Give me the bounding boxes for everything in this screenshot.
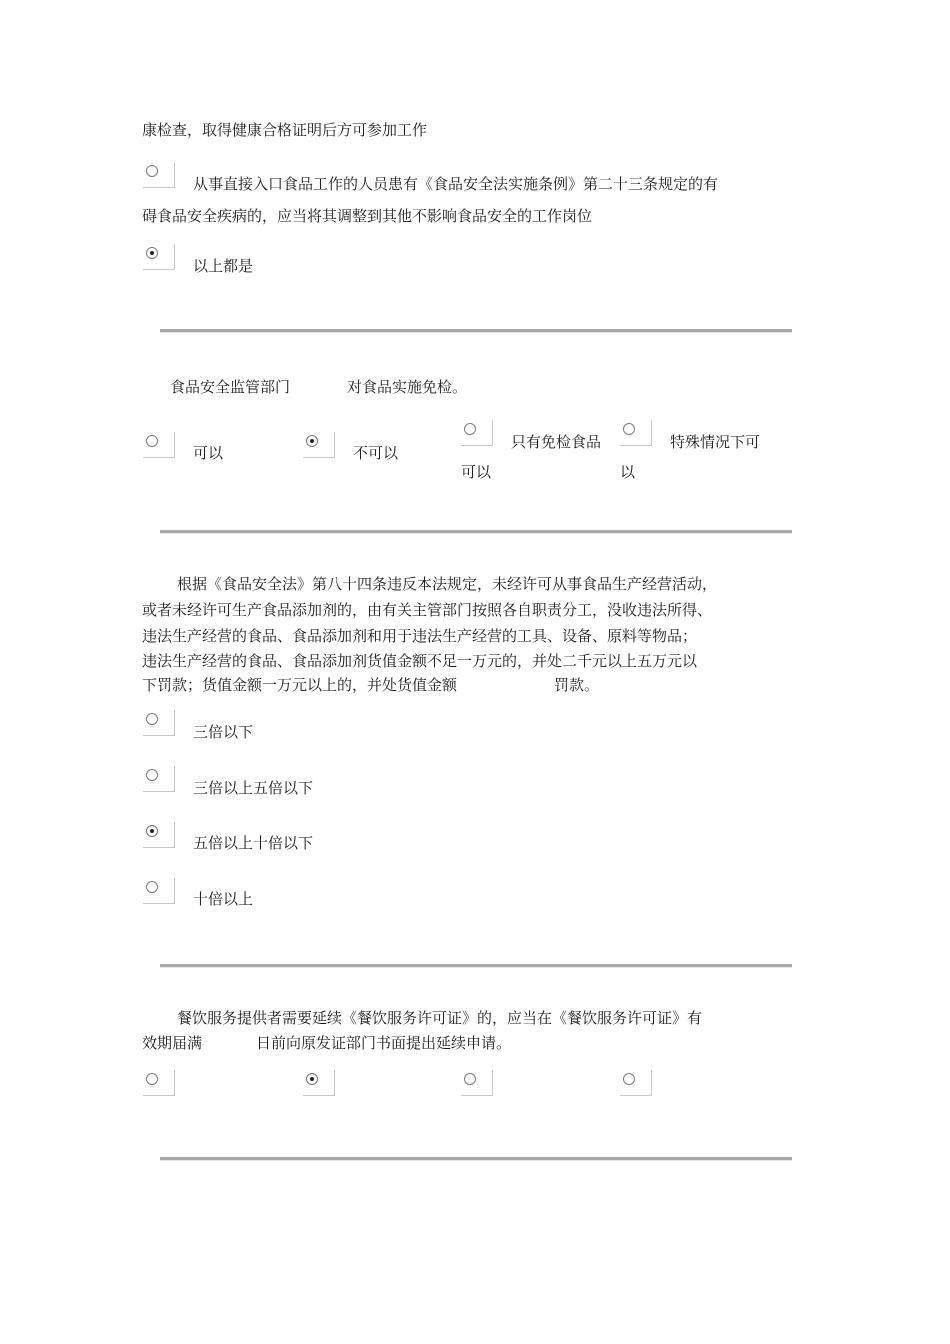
q2-option-d-radio[interactable] bbox=[620, 420, 652, 446]
q1-option-d-radio[interactable] bbox=[143, 244, 175, 270]
q1-option-c-label-cont: 碍食品安全疾病的，应当将其调整到其他不影响食品安全的工作岗位 bbox=[142, 207, 593, 225]
q3-option-d-radio[interactable] bbox=[143, 878, 175, 904]
q1-continuation-text: 康检查，取得健康合格证明后方可参加工作 bbox=[142, 121, 428, 139]
q4-option-a-radio[interactable] bbox=[143, 1070, 175, 1096]
radio-circle-icon bbox=[623, 423, 635, 435]
q1-option-c-label: 从事直接入口食品工作的人员患有《食品安全法实施条例》第二十三条规定的有 bbox=[193, 175, 719, 193]
q2-option-c-label-cont: 可以 bbox=[461, 463, 492, 481]
q3-option-b-label: 三倍以上五倍以下 bbox=[193, 779, 314, 797]
radio-checked-icon bbox=[146, 247, 158, 259]
q2-option-c-radio[interactable] bbox=[461, 420, 493, 446]
radio-circle-icon bbox=[146, 881, 158, 893]
q2-stem-part1: 食品安全监管部门 bbox=[170, 378, 291, 396]
radio-circle-icon bbox=[464, 423, 476, 435]
q2-option-c-label: 只有免检食品 bbox=[511, 433, 602, 451]
radio-circle-icon bbox=[146, 1073, 158, 1085]
q2-option-b-label: 不可以 bbox=[353, 444, 399, 462]
q1-option-d-label: 以上都是 bbox=[193, 257, 254, 275]
radio-circle-icon bbox=[464, 1073, 476, 1085]
radio-circle-icon bbox=[146, 435, 158, 447]
radio-checked-icon bbox=[306, 435, 318, 447]
q4-option-d-radio[interactable] bbox=[620, 1070, 652, 1096]
question-divider bbox=[160, 530, 792, 534]
q3-stem-line: 根据《食品安全法》第八十四条违反本法规定，未经许可从事食品生产经营活动， bbox=[177, 575, 718, 593]
q2-option-d-label: 特殊情况下可 bbox=[670, 433, 761, 451]
q2-option-a-radio[interactable] bbox=[143, 432, 175, 458]
q3-stem-line: 违法生产经营的食品、食品添加剂和用于违法生产经营的工具、设备、原料等物品； bbox=[142, 627, 698, 645]
radio-circle-icon bbox=[146, 713, 158, 725]
q3-option-b-radio[interactable] bbox=[143, 766, 175, 792]
q3-stem-last-part2: 罚款。 bbox=[554, 676, 600, 694]
q3-option-a-label: 三倍以下 bbox=[193, 723, 254, 741]
q2-stem-part2: 对食品实施免检。 bbox=[347, 378, 468, 396]
question-divider bbox=[160, 329, 792, 333]
question-divider bbox=[160, 1157, 792, 1161]
radio-checked-icon bbox=[146, 825, 158, 837]
radio-checked-icon bbox=[306, 1073, 318, 1085]
q4-option-c-radio[interactable] bbox=[461, 1070, 493, 1096]
q3-stem-line: 违法生产经营的食品、食品添加剂货值金额不足一万元的，并处二千元以上五万元以 bbox=[142, 652, 698, 670]
q4-stem-line2-part2: 日前向原发证部门书面提出延续申请。 bbox=[256, 1034, 512, 1052]
q4-option-b-radio[interactable] bbox=[303, 1070, 335, 1096]
radio-circle-icon bbox=[146, 769, 158, 781]
q2-option-b-radio[interactable] bbox=[303, 432, 335, 458]
q3-option-d-label: 十倍以上 bbox=[193, 890, 254, 908]
q4-stem-line2-part1: 效期届满 bbox=[142, 1034, 203, 1052]
q3-stem-line: 或者未经许可生产食品添加剂的，由有关主管部门按照各自职责分工，没收违法所得、 bbox=[142, 601, 713, 619]
q3-stem-last-part1: 下罚款；货值金额一万元以上的，并处货值金额 bbox=[142, 676, 458, 694]
q4-stem-line1: 餐饮服务提供者需要延续《餐饮服务许可证》的，应当在《餐饮服务许可证》有 bbox=[177, 1009, 703, 1027]
radio-circle-icon bbox=[146, 165, 158, 177]
q2-option-d-label-cont: 以 bbox=[620, 463, 636, 481]
q1-option-c-radio[interactable] bbox=[143, 162, 175, 188]
radio-circle-icon bbox=[623, 1073, 635, 1085]
q3-option-c-radio[interactable] bbox=[143, 822, 175, 848]
q3-option-a-radio[interactable] bbox=[143, 710, 175, 736]
question-divider bbox=[160, 964, 792, 968]
q3-option-c-label: 五倍以上十倍以下 bbox=[193, 834, 314, 852]
q2-option-a-label: 可以 bbox=[193, 444, 224, 462]
